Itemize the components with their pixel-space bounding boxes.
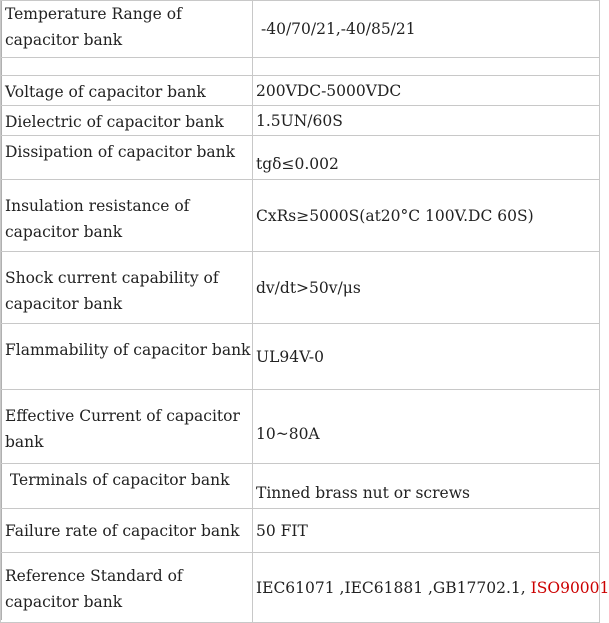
table-row-failure-rate (1, 509, 600, 553)
reference-standard-highlight: ISO90001 (530, 578, 609, 597)
row-value (253, 553, 609, 623)
row-value: 1.5UN/60S (253, 106, 600, 136)
table-row-insulation (1, 180, 600, 252)
row-label: Dissipation of capacitor bank (1, 136, 253, 180)
row-label: Reference Standard of capacitor bank (1, 553, 253, 623)
table-row-flammability (1, 324, 600, 390)
table-row-dissipation (1, 136, 600, 180)
table-row-temperature (1, 1, 600, 58)
row-label (1, 58, 253, 76)
table-row-spacer (1, 58, 600, 76)
row-value: UL94V-0 (253, 324, 600, 390)
table-row-terminals (1, 464, 600, 509)
row-value: CxRs≥5000S(at20°C 100V.DC 60S) (253, 180, 600, 252)
row-label: Temperature Range of capacitor bank (1, 1, 253, 58)
table-row-reference-standard (1, 553, 600, 623)
reference-standard-text: IEC61071 ,IEC61881 ,GB17702.1, (256, 578, 531, 597)
table-row-dielectric (1, 106, 600, 136)
row-label: Terminals of capacitor bank (1, 464, 253, 509)
row-value: 10~80A (253, 390, 600, 464)
row-label: Shock current capability of capacitor bank (1, 252, 253, 324)
row-label: Failure rate of capacitor bank (1, 509, 253, 553)
row-value: 50 FIT (253, 509, 600, 553)
row-value: -40/70/21,-40/85/21 (253, 1, 600, 58)
row-value: 200VDC-5000VDC (253, 76, 600, 106)
row-label: Voltage of capacitor bank (1, 76, 253, 106)
table-row-voltage (1, 76, 600, 106)
table-row-effective-current (1, 390, 600, 464)
row-value: dv/dt>50v/μs (253, 252, 600, 324)
row-label: Insulation resistance of capacitor bank (1, 180, 253, 252)
table-row-shock-current (1, 252, 600, 324)
row-value: tgδ≤0.002 (253, 136, 600, 180)
row-label: Effective Current of capacitor bank (1, 390, 253, 464)
row-label: Dielectric of capacitor bank (1, 106, 253, 136)
row-value (253, 58, 600, 76)
row-label: Flammability of capacitor bank (1, 324, 253, 390)
row-value: Tinned brass nut or screws (253, 464, 600, 509)
